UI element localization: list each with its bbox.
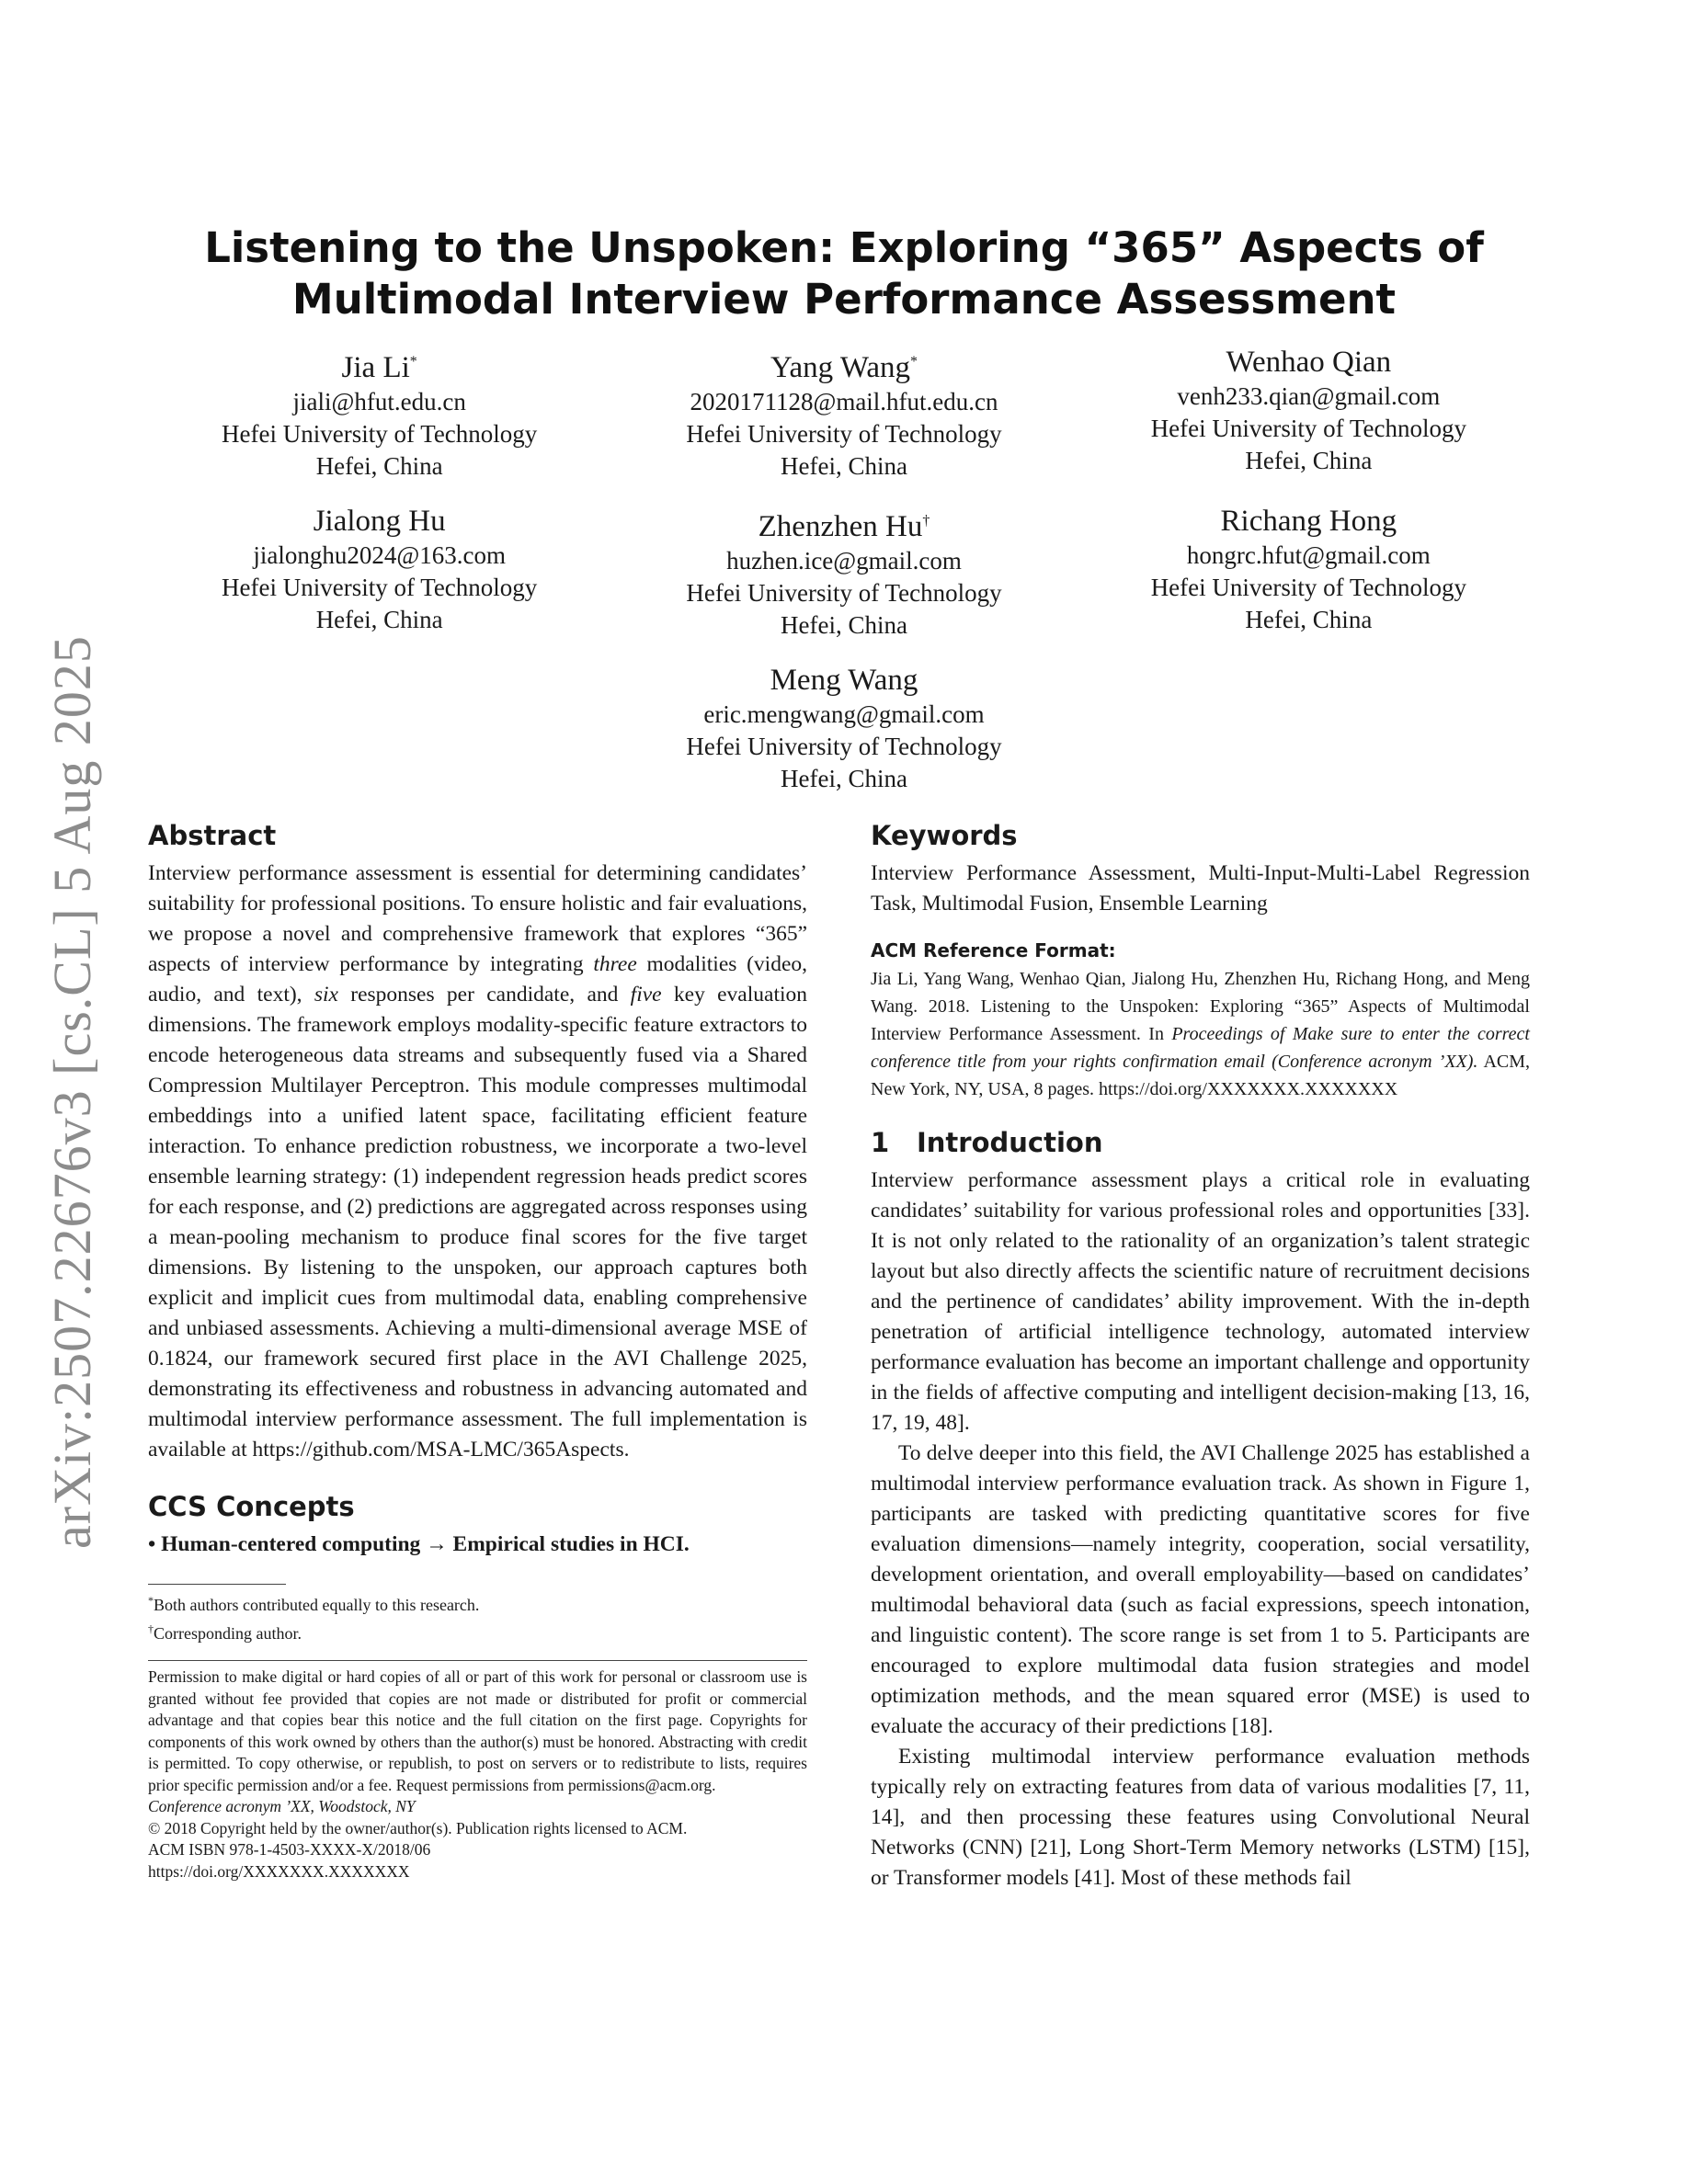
author-name: Meng Wang (770, 664, 918, 697)
acm-reference-text: Jia Li, Yang Wang, Wenhao Qian, Jialong Hu, Zhenzhen Hu, Richang Hong, and Meng Wang. 2018. Listening to the Unspoken: Exploring “365” Aspects of Multimodal Interview Performance Assessment. In Proceedings of Make sure to enter the correct conference title from your rights confirmation email (Conference acronym ’XX). ACM, New York, NY, USA, 8 pages. https://doi.org/XXXXXXX.XXXXXXX (871, 969, 1531, 1099)
permission-divider (148, 1660, 807, 1661)
paper-title: Listening to the Unspoken: Exploring “365” Aspects of Multimodal Interview Performance Assessment (204, 223, 1484, 324)
ccs-heading: CCS Concepts (148, 1491, 355, 1522)
author-block (147, 344, 1541, 795)
abstract-text: Interview performance assessment is essential for determining candidates’ suitability for professional positions. To ensure holistic and fair evaluations, we propose a novel and comprehensive framework that explores “365” aspects of interview performance by integrating three modalities (video, audio, and text), six responses per candidate, and five key evaluation dimensions. The framework employs modality-specific feature extractors to encode heterogeneous data streams and subsequently fused via a Shared Compression Multilayer Perceptron. This module compresses multimodal embeddings into a unified latent space, facilitating efficient feature interaction. To enhance prediction robustness, we incorporate a two-level ensemble learning strategy: (1) independent regression heads predict scores for each response, and (2) predictions are aggregated across responses using a mean-pooling mechanism to produce final scores for the five target dimensions. By listening to the unspoken, our approach captures both explicit and implicit cues from multimodal data, enabling comprehensive and unbiased assessments. Achieving a multi-dimensional average MSE of 0.1824, our framework secured first place in the AVI Challenge 2025, demonstrating its effectiveness and robustness in advancing automated and multimodal interview performance assessment. The full implementation is available at https://github.com/MSA-LMC/365Aspects. (148, 861, 807, 1462)
author-card (147, 344, 611, 483)
author-email[interactable]: eric.mengwang@gmail.com (703, 700, 985, 728)
author-mark: * (909, 354, 918, 370)
author-affiliation: Hefei University of Technology (222, 574, 538, 601)
author-email[interactable]: hongrc.hfut@gmail.com (1186, 541, 1431, 569)
footnotes (148, 1584, 807, 1645)
footnote-equal: *Both authors contributed equally to this research. (148, 1594, 480, 1614)
author-affiliation: Hefei University of Technology (686, 420, 1002, 448)
author-name: Jia Li (341, 351, 410, 384)
conference-line: Conference acronym ’XX, Woodstock, NY (148, 1797, 416, 1815)
author-affiliation: Hefei University of Technology (686, 579, 1002, 607)
author-card (611, 662, 1076, 795)
author-location: Hefei, China (315, 606, 443, 633)
author-name: Jialong Hu (313, 505, 446, 538)
intro-paragraph-1: Interview performance assessment plays a critical role in evaluating candidates’ suitability for various professional roles and opportunities [33]. It is not only related to the rationality of an organization’s talent strategic layout but also directly affects the scientific nature of recruitment decisions and the pertinence of candidates’ ability improvement. With the in-depth penetration of artificial intelligence technology, automated interview performance evaluation has become an important challenge and opportunity in the fields of affective computing and intelligent decision-making [13, 16, 17, 19, 48]. (871, 1168, 1530, 1435)
keywords-text: Interview Performance Assessment, Multi-Input-Multi-Label Regression Task, Multimodal Fusion, Ensemble Learning (871, 861, 1530, 916)
doi-link[interactable]: https://doi.org/XXXXXXX.XXXXXXX (148, 1861, 410, 1881)
left-column (148, 818, 807, 1883)
author-email[interactable]: huzhen.ice@gmail.com (726, 547, 962, 574)
introduction-heading (871, 1125, 1530, 1160)
author-email[interactable]: venh233.qian@gmail.com (1177, 382, 1441, 410)
author-location: Hefei, China (1245, 447, 1373, 474)
ccs-concept: • Human-centered computing → Empirical studies in HCI. (148, 1532, 690, 1556)
author-affiliation: Hefei University of Technology (1150, 415, 1466, 442)
author-card (147, 503, 611, 642)
author-card (1077, 503, 1541, 642)
author-location: Hefei, China (1245, 606, 1373, 633)
intro-paragraph-2: To delve deeper into this field, the AVI Challenge 2025 has established a multimodal interview performance evaluation track. As shown in Figure 1, participants are tasked with predicting quantitative scores for five evaluation dimensions—namely integrity, cooperation, social versatility, development orientation, and overall employability—based on candidates’ multimodal behavioral data (such as facial expressions, speech intonation, and linguistic content). The score range is set from 1 to 5. Participants are encouraged to explore multimodal data fusion strategies and model optimization methods, and the mean squared error (MSE) is used to evaluate the accuracy of their predictions [18]. (871, 1441, 1530, 1738)
footnote-corresponding: †Corresponding author. (148, 1622, 302, 1643)
isbn-line: ACM ISBN 978-1-4503-XXXX-X/2018/06 (148, 1840, 431, 1859)
author-card (611, 344, 1076, 483)
permission-notice: Permission to make digital or hard copies of all or part of this work for personal or classroom use is granted without fee provided that copies are not made or distributed for profit or commercial advantage and that copies bear this notice and the full citation on the first page. Copyrights for components of this work owned by others than the author(s) must be honored. Abstracting with credit is permitted. To copy otherwise, or republish, to post on servers or to redistribute to lists, requires prior specific permission and/or a fee. Request permissions from permissions@acm.org. (148, 1667, 807, 1794)
author-email[interactable]: jialonghu2024@163.com (253, 541, 506, 569)
author-card (1077, 344, 1541, 483)
keywords-heading: Keywords (871, 820, 1018, 851)
author-location: Hefei, China (315, 452, 443, 480)
author-affiliation: Hefei University of Technology (686, 733, 1002, 760)
author-card (611, 503, 1076, 642)
copyright-line: © 2018 Copyright held by the owner/author(s). Publication rights licensed to ACM. (148, 1818, 688, 1837)
author-affiliation: Hefei University of Technology (222, 420, 538, 448)
intro-paragraph-3: Existing multimodal interview performance evaluation methods typically rely on extracting features from data of various modalities [7, 11, 14], and then processing these features using Convolutional Neural Networks (CNN) [21], Long Short-Term Memory networks (LSTM) [15], or Transformer models [41]. Most of these methods fail (871, 1745, 1530, 1890)
section-number: 1 (871, 1127, 890, 1158)
author-name: Yang Wang (770, 351, 910, 384)
author-email[interactable]: jiali@hfut.edu.cn (292, 388, 466, 415)
author-location: Hefei, China (781, 452, 907, 480)
right-column (871, 818, 1530, 1894)
footnote-divider (148, 1584, 286, 1585)
author-name: Wenhao Qian (1226, 346, 1392, 379)
author-mark: * (409, 354, 417, 370)
arxiv-identifier: arXiv:2507.22676v3 [cs.CL] 5 Aug 2025 (42, 635, 102, 1549)
author-affiliation: Hefei University of Technology (1150, 574, 1466, 601)
abstract-heading: Abstract (148, 820, 277, 851)
acm-reference-heading: ACM Reference Format: (871, 939, 1116, 961)
author-email[interactable]: 2020171128@mail.hfut.edu.cn (690, 388, 998, 415)
author-location: Hefei, China (781, 765, 907, 792)
author-location: Hefei, China (781, 611, 907, 639)
author-name: Zhenzhen Hu (758, 510, 923, 543)
section-title: Introduction (917, 1127, 1103, 1158)
author-mark: † (922, 513, 930, 529)
author-name: Richang Hong (1220, 505, 1397, 538)
